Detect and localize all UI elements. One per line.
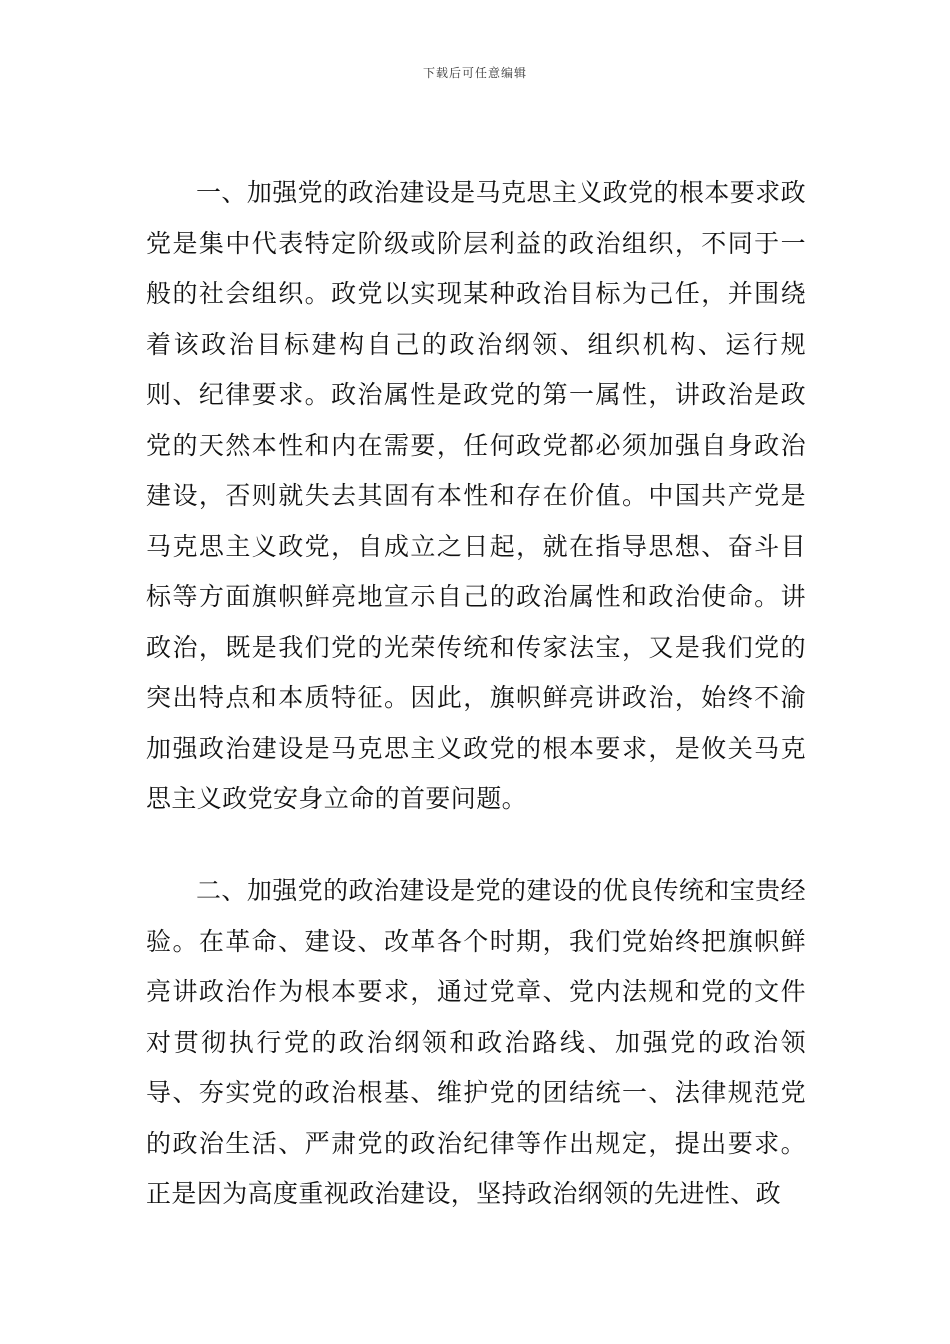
document-body-section-1 — [146, 168, 806, 825]
paragraph: 一、加强党的政治建设是马克思主义政党的根本要求政党是集中代表特定阶级或阶层利益的政治组织，不同于一般的社会组织。政党以实现某种政治目标为己任，并围绕着该政治目标建构自己的政治纲领、组织机构、运行规则、纪律要求。政治属性是政党的第一属性，讲政治是政党的天然本性和内在需要，任何政党都必须加强自身政治建设，否则就失去其固有本性和存在价值。中国共产党是马克思主义政党，自成立之日起，就在指导思想、奋斗目标等方面旗帜鲜亮地宣示自己的政治属性和政治使命。讲政治，既是我们党的光荣传统和传家法宝，又是我们党的突出特点和本质特征。因此，旗帜鲜亮讲政治，始终不渝加强政治建设是马克思主义政党的根本要求，是攸关马克思主义政党安身立命的首要问题。 — [146, 178, 806, 813]
page-header: 下载后可任意编辑 — [422, 66, 527, 80]
document-body-section-2 — [146, 866, 806, 1220]
paragraph: 二、加强党的政治建设是党的建设的优良传统和宝贵经验。在革命、建设、改革各个时期，我们党始终把旗帜鲜亮讲政治作为根本要求，通过党章、党内法规和党的文件对贯彻执行党的政治纲领和政治路线、加强党的政治领导、夯实党的政治根基、维护党的团结统一、法律规范党的政治生活、严肃党的政治纪律等作出规定，提出要求。正是因为高度重视政治建设，坚持政治纲领的先进性、政 — [146, 876, 806, 1208]
